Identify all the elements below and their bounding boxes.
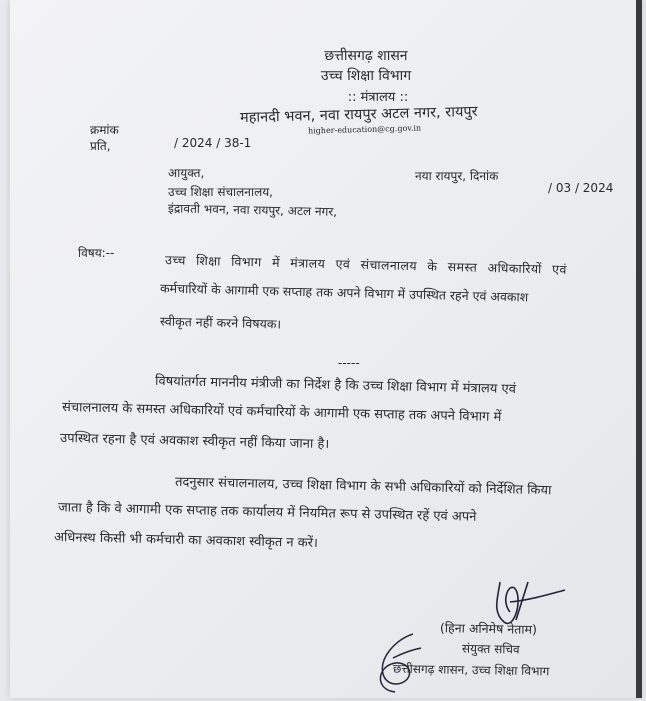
department-name: उच्च शिक्षा विभाग <box>320 68 412 84</box>
signatory-name: (हिना अनिमेष नेताम) <box>439 620 538 637</box>
signatory-organisation: छत्तीसगढ़ शासन, उच्च शिक्षा विभाग <box>392 661 550 679</box>
kramank-value: / 2024 / 38-1 <box>174 136 252 150</box>
office-address: महानदी भवन, नवा रायपुर अटल नगर, रायपुर <box>239 103 478 127</box>
signatory-designation: संयुक्त सचिव <box>461 641 520 657</box>
para2-line-2: जाता है कि वे आगामी एक सप्ताह तक कार्यालय में नियमित रूप से उपस्थित रहें एवं अपने <box>57 500 477 525</box>
separator: ----- <box>338 356 360 370</box>
date-value: / 03 / 2024 <box>548 181 614 195</box>
office-email: higher-education@cg.gov.in <box>307 123 422 136</box>
subject-label: विषय:-- <box>78 246 115 260</box>
para2-line-3: अधिनस्थ किसी भी कर्मचारी का अवकाश स्वीकृत न करें। <box>53 530 319 551</box>
recipient-line-2: उच्च शिक्षा संचालनालय, <box>168 185 273 199</box>
para1-line-1: विषयांतर्गत माननीय मंत्रीजी का निर्देश है कि उच्च शिक्षा विभाग में मंत्रालय एवं <box>154 373 517 398</box>
ministry-label: :: मंत्रालय :: <box>347 90 409 105</box>
kramank-label: क्रमांक <box>90 123 119 137</box>
subject-line-3: स्वीकृत नहीं करने विषयक। <box>159 313 282 332</box>
para2-line-1: तदनुसार संचालनालय, उच्च शिक्षा विभाग के सभी अधिकारियों को निर्देशित किया <box>174 474 552 499</box>
subject-line-1: उच्च शिक्षा विभाग में मंत्रालय एवं संचालनालय के समस्त अधिकारियों एवं <box>164 252 567 277</box>
subject-line-2: कर्मचारियों के आगामी एक सप्ताह तक अपने विभाग में उपस्थित रहने एवं अवकाश <box>159 280 529 305</box>
letter-page <box>10 0 642 698</box>
para1-line-2: संचालनालय के समस्त अधिकारियों एवं कर्मचारियों के आगामी एक सप्ताह तक अपने विभाग में <box>61 400 502 425</box>
place-date-label: नया रायपुर, दिनांक <box>415 169 499 183</box>
para1-line-3: उपस्थित रहना है एवं अवकाश स्वीकृत नहीं किया जाना है। <box>59 430 330 453</box>
prati-label: प्रति, <box>90 139 111 153</box>
recipient-line-1: आयुक्त, <box>168 166 205 180</box>
government-name: छत्तीसगढ़ शासन <box>324 48 408 64</box>
recipient-line-3: इंद्रावती भवन, नवा रायपुर, अटल नगर, <box>167 201 338 219</box>
